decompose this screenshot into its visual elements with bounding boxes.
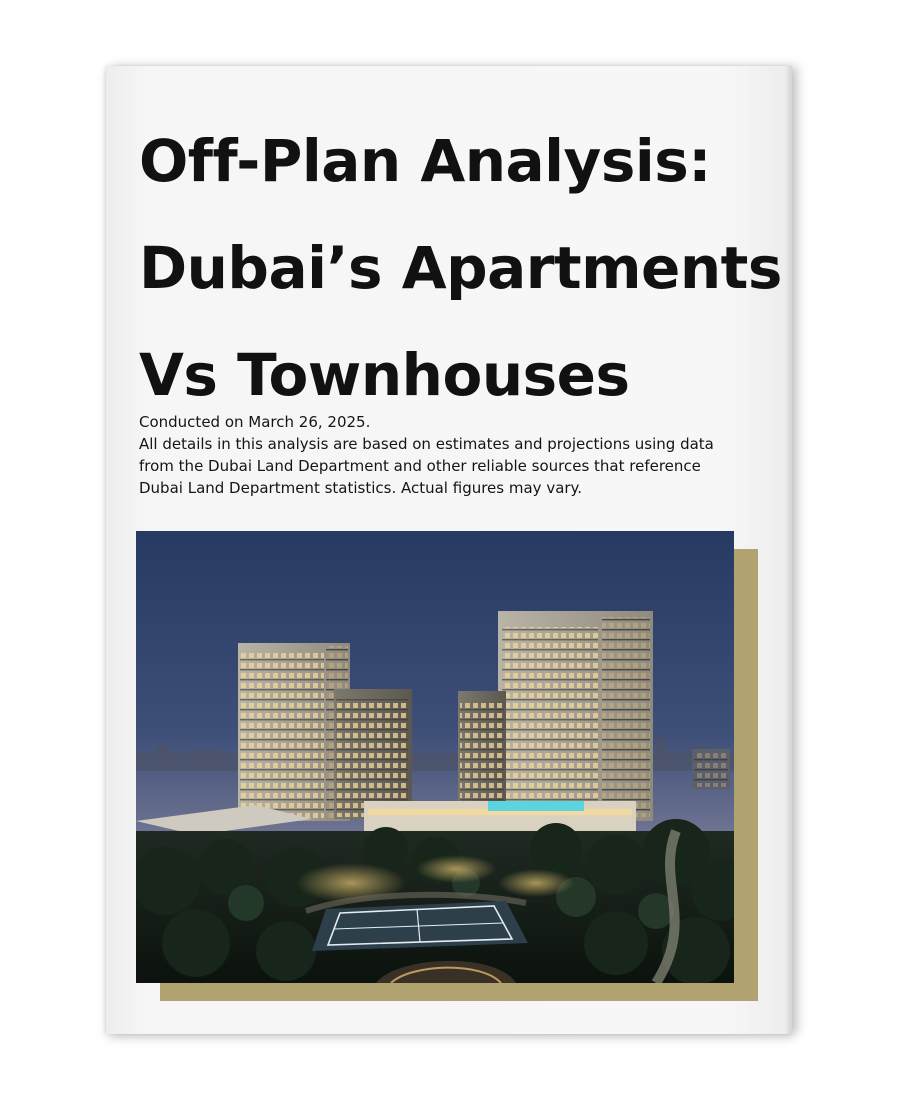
cover-photo xyxy=(136,531,734,983)
disclaimer-line-1: All details in this analysis are based on estimates and projections using data xyxy=(139,435,714,453)
report-title xyxy=(139,108,782,429)
disclaimer-line-3: Dubai Land Department statistics. Actual figures may vary. xyxy=(139,479,583,497)
title-line-1: Off-Plan Analysis: xyxy=(139,127,711,195)
conducted-date: Conducted on March 26, 2025. xyxy=(139,413,371,431)
title-line-3: Vs Townhouses xyxy=(139,341,630,409)
report-meta xyxy=(139,411,759,499)
title-line-2: Dubai’s Apartments xyxy=(139,234,782,302)
building-rendering-image xyxy=(136,531,734,983)
report-cover xyxy=(106,66,792,1034)
disclaimer-line-2: from the Dubai Land Department and other reliable sources that reference xyxy=(139,457,701,475)
